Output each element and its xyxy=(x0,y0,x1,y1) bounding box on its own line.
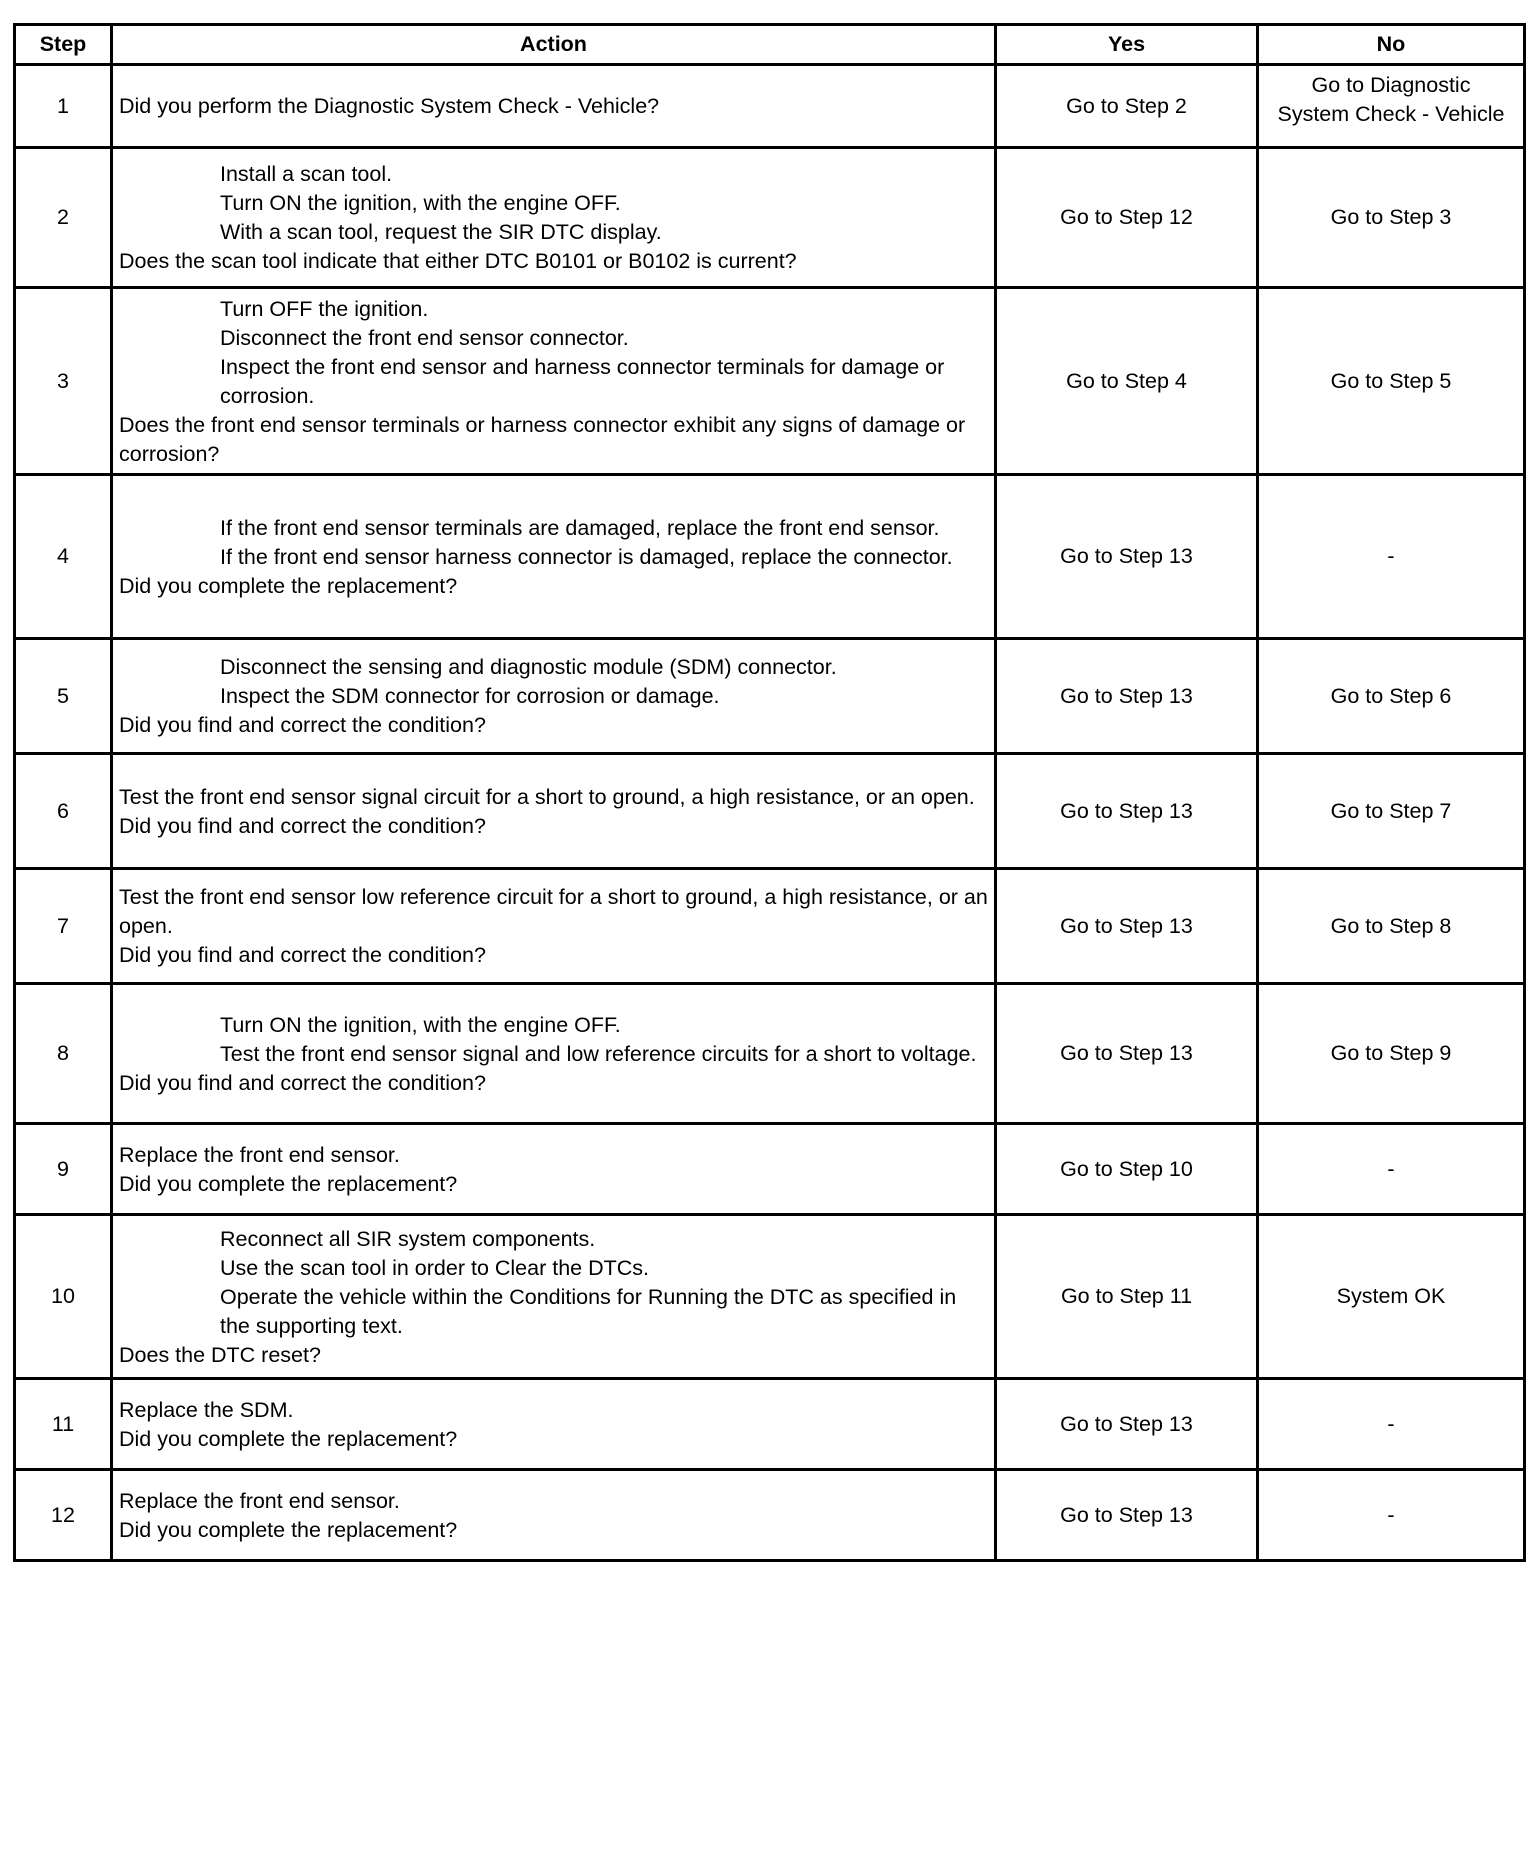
no-cell: Go to Step 5 xyxy=(1258,288,1525,475)
action-substep: Test the front end sensor signal and low reference circuits for a short to voltage. xyxy=(220,1041,977,1066)
yes-cell: Go to Step 12 xyxy=(996,148,1258,288)
yes-cell: Go to Step 13 xyxy=(996,639,1258,754)
step-number: 11 xyxy=(15,1379,112,1470)
yes-cell: Go to Step 4 xyxy=(996,288,1258,475)
action-question: Does the front end sensor terminals or harness connector exhibit any signs of damage or corrosion? xyxy=(119,412,966,466)
table-row xyxy=(15,65,1525,148)
action-substep: Disconnect the front end sensor connector. xyxy=(220,325,629,350)
step-number: 7 xyxy=(15,869,112,984)
no-cell: - xyxy=(1258,1379,1525,1470)
action-cell xyxy=(112,1470,996,1561)
step-number: 10 xyxy=(15,1215,112,1379)
action-question: Does the DTC reset? xyxy=(119,1342,321,1367)
action-cell xyxy=(112,1379,996,1470)
action-substep: Operate the vehicle within the Conditions for Running the DTC as specified in the supporting text. xyxy=(220,1284,957,1338)
table-row xyxy=(15,1215,1525,1379)
table-row xyxy=(15,1470,1525,1561)
action-cell xyxy=(112,1215,996,1379)
action-cell xyxy=(112,475,996,639)
action-question: Did you find and correct the condition? xyxy=(119,1070,486,1095)
yes-cell: Go to Step 13 xyxy=(996,869,1258,984)
no-cell: - xyxy=(1258,1124,1525,1215)
table-row xyxy=(15,148,1525,288)
step-number: 8 xyxy=(15,984,112,1124)
action-question: Did you find and correct the condition? xyxy=(119,943,486,967)
no-cell: Go to Step 7 xyxy=(1258,754,1525,869)
step-number: 2 xyxy=(15,148,112,288)
action-question: Did you complete the replacement? xyxy=(119,573,458,598)
table-row xyxy=(15,475,1525,639)
yes-cell: Go to Step 13 xyxy=(996,475,1258,639)
table-row xyxy=(15,288,1525,475)
diagnostic-table xyxy=(13,23,1526,1562)
action-substep: Use the scan tool in order to Clear the DTCs. xyxy=(220,1255,649,1280)
table-row xyxy=(15,754,1525,869)
action-text: Test the front end sensor signal circuit for a short to ground, a high resistance, or an open. xyxy=(119,784,975,809)
no-cell: Go to Step 8 xyxy=(1258,869,1525,984)
action-question: Did you complete the replacement? xyxy=(119,1426,458,1451)
action-question: Did you complete the replacement? xyxy=(119,1517,458,1542)
no-cell: Go to Step 3 xyxy=(1258,148,1525,288)
action-substep: Install a scan tool. xyxy=(220,162,393,186)
step-number: 4 xyxy=(15,475,112,639)
step-number: 5 xyxy=(15,639,112,754)
action-cell xyxy=(112,869,996,984)
yes-cell: Go to Step 13 xyxy=(996,1379,1258,1470)
action-cell xyxy=(112,65,996,148)
action-substep: Inspect the SDM connector for corrosion or damage. xyxy=(220,684,720,708)
action-cell xyxy=(112,984,996,1124)
yes-cell: Go to Step 11 xyxy=(996,1215,1258,1379)
no-cell: System OK xyxy=(1258,1215,1525,1379)
action-substep: If the front end sensor terminals are damaged, replace the front end sensor. xyxy=(220,515,940,540)
table-row xyxy=(15,639,1525,754)
action-substep: If the front end sensor harness connector is damaged, replace the connector. xyxy=(220,544,953,569)
yes-cell: Go to Step 13 xyxy=(996,1470,1258,1561)
table-row xyxy=(15,1124,1525,1215)
action-substep: Disconnect the sensing and diagnostic module (SDM) connector. xyxy=(220,655,837,679)
action-question: Did you find and correct the condition? xyxy=(119,713,486,737)
yes-cell: Go to Step 2 xyxy=(996,65,1258,148)
table-row xyxy=(15,1379,1525,1470)
action-text: Test the front end sensor low reference circuit for a short to ground, a high resistance, or an open. xyxy=(119,885,988,938)
table-row xyxy=(15,984,1525,1124)
yes-cell: Go to Step 10 xyxy=(996,1124,1258,1215)
yes-cell: Go to Step 13 xyxy=(996,984,1258,1124)
step-number: 3 xyxy=(15,288,112,475)
action-substep: Turn ON the ignition, with the engine OFF. xyxy=(220,1012,621,1037)
action-substep: Turn OFF the ignition. xyxy=(220,296,429,321)
table-header-row xyxy=(15,25,1525,65)
table-row xyxy=(15,869,1525,984)
header-yes: Yes xyxy=(996,25,1258,65)
yes-cell: Go to Step 13 xyxy=(996,754,1258,869)
action-text: Replace the front end sensor. xyxy=(119,1142,400,1167)
no-cell: - xyxy=(1258,475,1525,639)
action-substep: Inspect the front end sensor and harness connector terminals for damage or corrosion. xyxy=(220,354,945,408)
action-cell xyxy=(112,288,996,475)
no-cell: Go to Diagnostic System Check - Vehicle xyxy=(1258,65,1525,148)
action-cell xyxy=(112,639,996,754)
action-cell xyxy=(112,1124,996,1215)
step-number: 6 xyxy=(15,754,112,869)
action-text: Replace the SDM. xyxy=(119,1397,294,1422)
header-step: Step xyxy=(15,25,112,65)
step-number: 9 xyxy=(15,1124,112,1215)
action-substep: Turn ON the ignition, with the engine OFF. xyxy=(220,191,621,215)
no-cell: Go to Step 6 xyxy=(1258,639,1525,754)
header-no: No xyxy=(1258,25,1525,65)
action-text: Did you perform the Diagnostic System Check - Vehicle? xyxy=(119,94,660,118)
step-number: 12 xyxy=(15,1470,112,1561)
step-number: 1 xyxy=(15,65,112,148)
action-substep: With a scan tool, request the SIR DTC display. xyxy=(220,220,662,244)
action-question: Did you find and correct the condition? xyxy=(119,813,486,838)
no-cell: Go to Step 9 xyxy=(1258,984,1525,1124)
action-cell xyxy=(112,754,996,869)
no-cell: - xyxy=(1258,1470,1525,1561)
action-text: Replace the front end sensor. xyxy=(119,1488,400,1513)
action-cell xyxy=(112,148,996,288)
action-question: Did you complete the replacement? xyxy=(119,1171,458,1196)
header-action: Action xyxy=(112,25,996,65)
action-question: Does the scan tool indicate that either DTC B0101 or B0102 is current? xyxy=(119,249,797,273)
action-substep: Reconnect all SIR system components. xyxy=(220,1226,596,1251)
